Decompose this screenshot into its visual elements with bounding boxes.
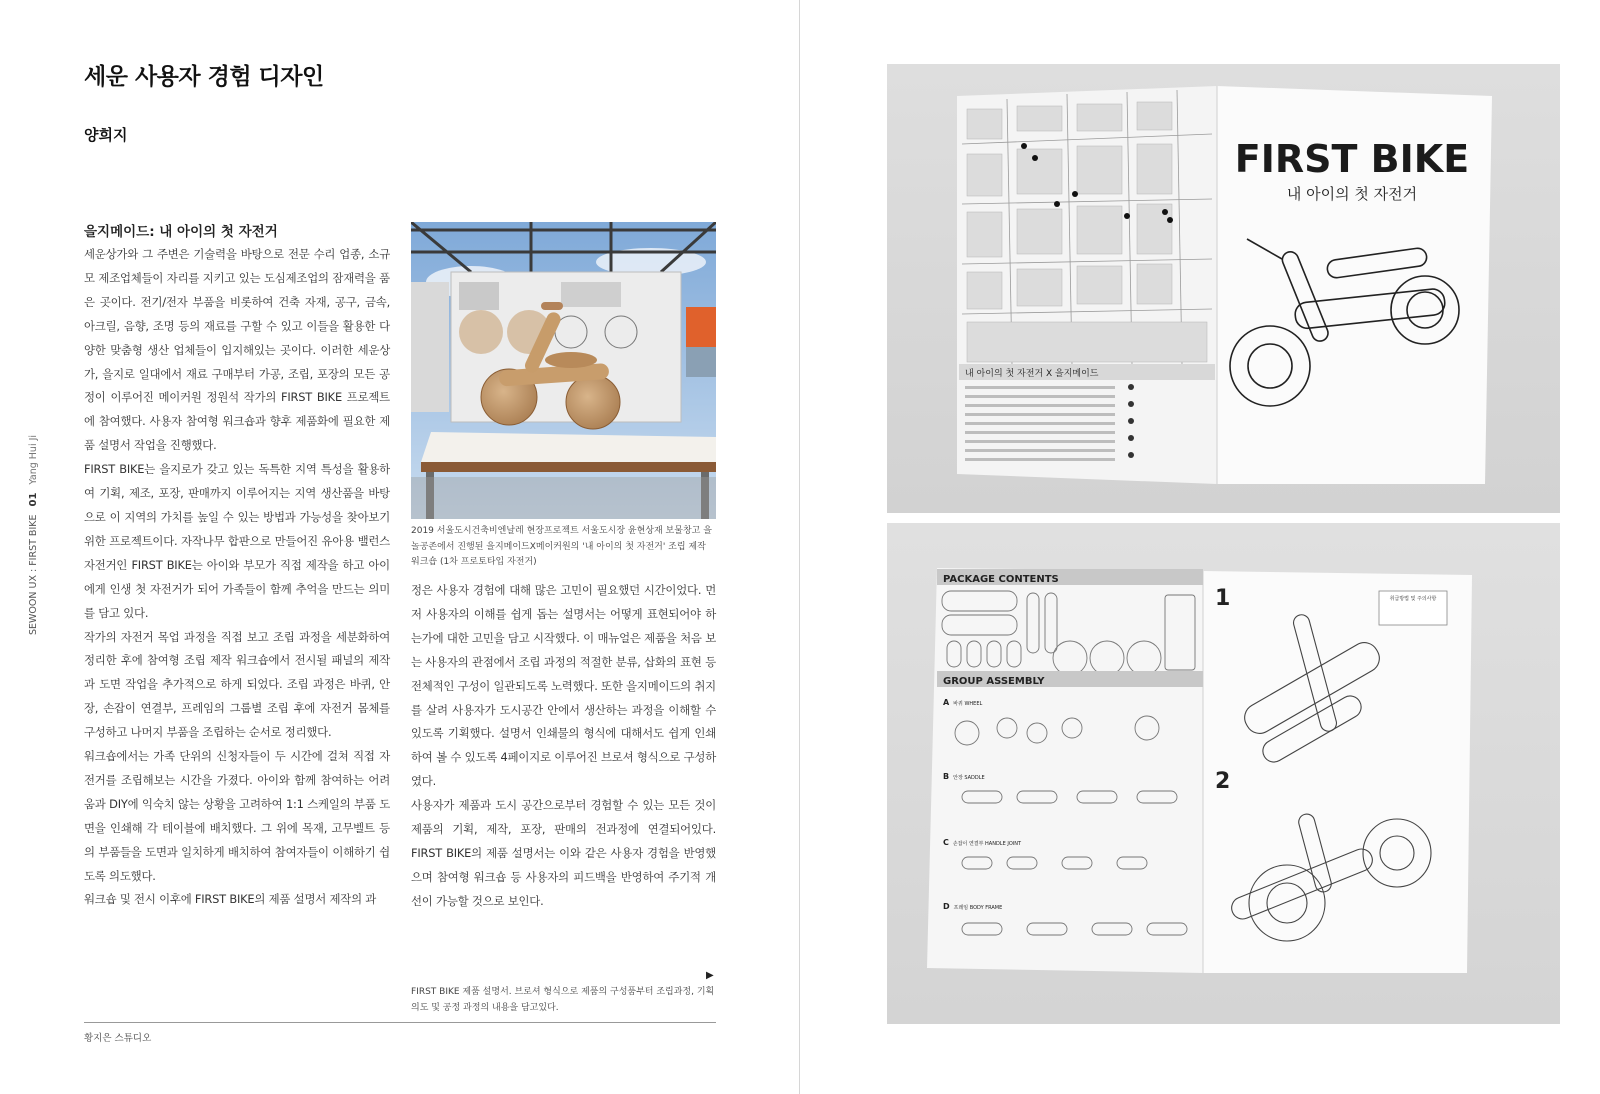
note-title: 취급방법 및 주의사항 bbox=[1389, 596, 1437, 602]
paragraph: 사용자가 제품과 도시 공간으로부터 경험할 수 있는 모든 것이 제품의 기획, 제작, 포장, 판매의 전과정에 연결되어있다. FIRST BIKE의 제품 설명서는 이와 같은 사용자 경험을 반영했으며 참여형 워크숍 등 사용자의 피드백을 반영하여 주기적 개선이 가능할 것으로 보인다. bbox=[411, 798, 716, 908]
brochure-cover-mockup bbox=[887, 64, 1560, 513]
group-b-label: B안장 SADDLE bbox=[943, 772, 985, 781]
group-d-label: D프레임 BODY FRAME bbox=[943, 902, 1003, 911]
page-title: 세운 사용자 경험 디자인 bbox=[84, 64, 324, 90]
photo-caption: 2019 서울도시건축비엔날레 현장프로젝트 서울도시장 윤현상재 보물창고 을놀공존에서 진행된 을지메이드X메이커원의 '내 아이의 첫 자전거' 조립 제작 워크숍 (1차 프로토타입 자전거) bbox=[411, 526, 712, 567]
footer-rule bbox=[84, 1022, 716, 1023]
brochure-manual-illustration bbox=[887, 523, 1560, 1024]
studio-credit: 황지은 스튜디오 bbox=[84, 1033, 152, 1044]
brochure-caption: FIRST BIKE 제품 설명서. 브로셔 형식으로 제품의 구성품부터 조립과정, 기획의도 및 공정 과정의 내용을 담고있다. bbox=[411, 987, 715, 1013]
paragraph: 워크숍 및 전시 이후에 FIRST BIKE의 제품 설명서 제작의 과 bbox=[84, 892, 377, 907]
workshop-photo-illustration bbox=[411, 222, 716, 519]
arrow-icon: ▶ bbox=[706, 970, 714, 981]
section-heading: 을지메이드: 내 아이의 첫 자전거 bbox=[84, 224, 278, 240]
paragraph: 워크숍에서는 가족 단위의 신청자들이 두 시간에 걸쳐 직접 자전거를 조립해보는 시간을 가졌다. 아이와 함께 참여하는 어려움과 DIY에 익숙치 않는 상황을 고려하여 1:1 스케일의 부품 도면을 인쇄해 각 테이블에 배치했다. 그 위에 목재, 고무벨트 등의 부품들을 도면과 일치하게 배치하여 참여자들이 이해하기 쉽도록 의도했다. bbox=[84, 749, 390, 883]
step-1-number: 1 bbox=[1215, 586, 1231, 611]
paragraph: 세운상가와 그 주변은 기술력을 바탕으로 전문 수리 업종, 소규모 제조업체들이 자리를 지키고 있는 도심제조업의 잠재력을 품은 곳이다. 전기/전자 부품을 비롯하여 건축 자재, 공구, 금속, 아크릴, 음향, 조명 등의 재료를 구할 수 있고 이들을 활용한 다양한 맞춤형 생산 업체들이 입지해있는 곳이다. 이러한 세운상가, 을지로 일대에서 재료 구매부터 가공, 조립, 포장의 모든 공정이 이루어진 메이커원 정원석 작가의 FIRST BIKE 프로젝트에 참여했다. 사용자 참여형 워크숍과 향후 제품화에 필요한 제품 설명서 작업을 진행했다. bbox=[84, 247, 390, 453]
page-number: 01 bbox=[28, 492, 39, 507]
group-c-label: C손잡이 연결부 HANDLE JOINT bbox=[943, 838, 1022, 847]
side-running-header bbox=[28, 435, 39, 635]
package-contents-heading: PACKAGE CONTENTS bbox=[943, 574, 1059, 585]
body-column-1 bbox=[84, 243, 390, 912]
workshop-photo bbox=[411, 222, 716, 519]
paragraph: FIRST BIKE는 을지로가 갖고 있는 독특한 지역 특성을 활용하여 기획, 제조, 포장, 판매까지 이루어지는 지역 생산품을 바탕으로 이 지역의 가치를 높일 수 있는 방법과 가능성을 찾아보기 위한 프로젝트이다. 자작나무 합판으로 만들어진 유아용 밸런스 자전거인 FIRST BIKE는 아이와 부모가 직접 제작을 하고 아이에게 인생 첫 자전거가 되어 가족들이 함께 추억을 만드는 의미를 담고 있다. bbox=[84, 462, 390, 620]
brochure-cover-illustration bbox=[887, 64, 1560, 513]
page-spine bbox=[799, 0, 800, 1094]
body-column-2 bbox=[411, 579, 716, 914]
map-caption: 내 아이의 첫 자전거 X 을지메이드 bbox=[965, 369, 1099, 379]
group-a-label: A바퀴 WHEEL bbox=[943, 698, 983, 707]
author-english: Yang Hui Ji bbox=[28, 434, 39, 485]
paragraph: 정은 사용자 경험에 대해 많은 고민이 필요했던 시간이었다. 먼저 사용자의 이해를 쉽게 돕는 설명서는 어떻게 표현되어야 하는가에 대한 고민을 담고 시작했다. 이 매뉴얼은 제품을 처음 보는 사용자의 관점에서 조립 과정의 적절한 분류, 삽화의 표현 등 전체적인 구성이 일관되도록 노력했다. 또한 을지메이드의 취지를 살려 사용자가 도시공간 안에서 생산하는 과정을 이해할 수 있도록 기획했다. 설명서 인쇄물의 형식에 대해서도 쉽게 인쇄하여 볼 수 있도록 4페이지로 이루어진 브로셔 형식으로 구성하였다. bbox=[411, 583, 716, 789]
series-label: SEWOON UX : FIRST BIKE bbox=[28, 514, 39, 635]
step-2-number: 2 bbox=[1215, 769, 1231, 794]
paragraph: 작가의 자전거 목업 과정을 직접 보고 조립 과정을 세분화하여 정리한 후에 참여형 조립 제작 워크숍에서 전시될 패널의 제작과 도면 작업을 추가적으로 하게 되었다. 조립 과정은 바퀴, 안장, 손잡이 연결부, 프레임의 그룹별 조립 후에 자전거 몸체를 구성하고 나머지 부품을 조립하는 순서로 정리했다. bbox=[84, 629, 390, 740]
group-assembly-heading: GROUP ASSEMBLY bbox=[943, 676, 1045, 687]
cover-subtitle: 내 아이의 첫 자전거 bbox=[1286, 185, 1418, 203]
brochure-manual-mockup bbox=[887, 523, 1560, 1024]
author-name: 양희지 bbox=[84, 126, 128, 144]
cover-title: FIRST BIKE bbox=[1234, 137, 1470, 181]
